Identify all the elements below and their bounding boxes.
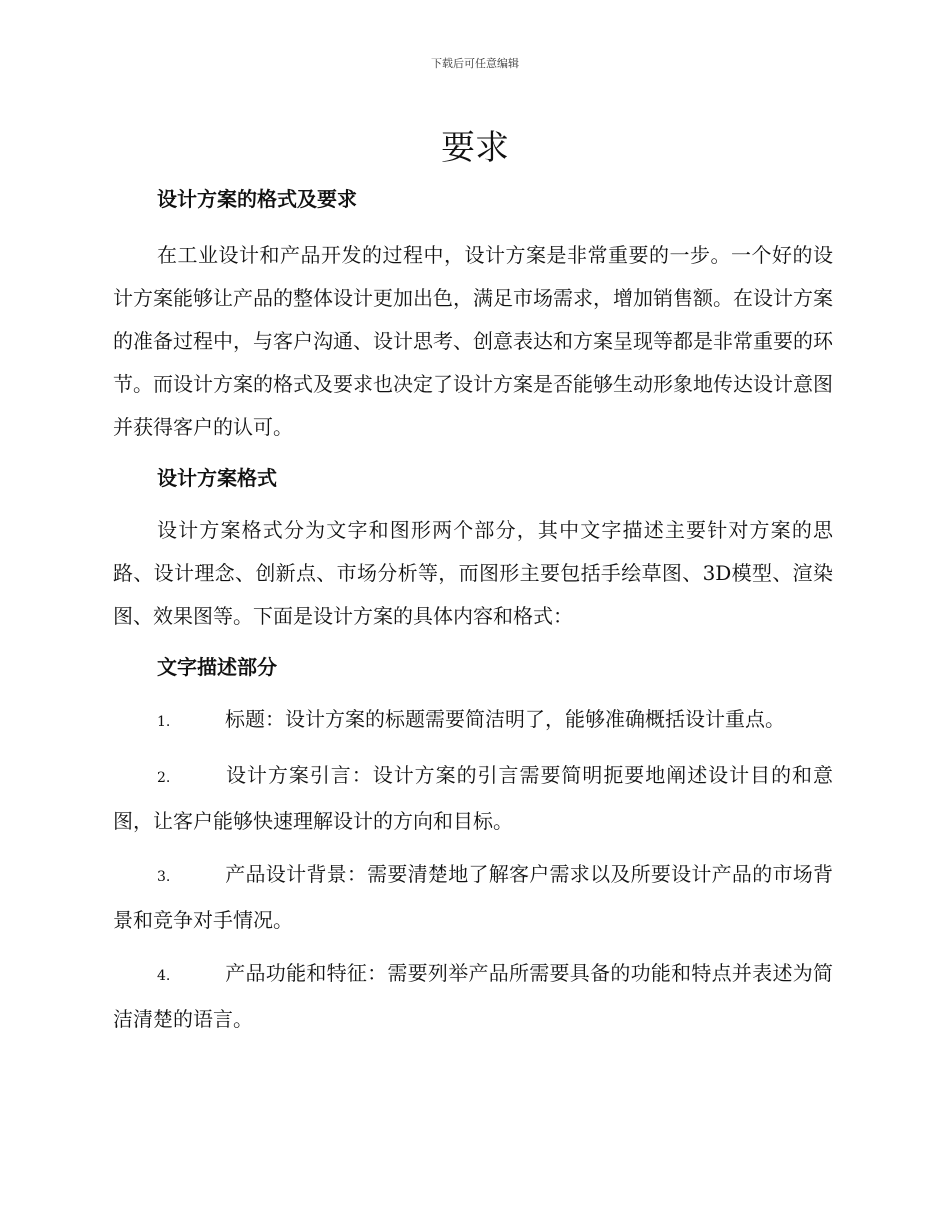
list-item-text: 设计方案引言：设计方案的引言需要简明扼要地阐述设计目的和意图，让客户能够快速理解设计的方向和目标。 <box>113 763 833 833</box>
section-heading-text-description: 文字描述部分 <box>157 655 277 679</box>
section-heading-format: 设计方案格式 <box>157 466 277 490</box>
document-title: 要求 <box>441 128 509 168</box>
paragraph-intro: 在工业设计和产品开发的过程中，设计方案是非常重要的一步。一个好的设计方案能够让产品的整体设计更加出色，满足市场需求，增加销售额。在设计方案的准备过程中，与客户沟通、设计思考、创意表达和方案呈现等都是非常重要的环节。而设计方案的格式及要求也决定了设计方案是否能够生动形象地传达设计意图并获得客户的认可。 <box>113 243 833 439</box>
paragraph-format: 设计方案格式分为文字和图形两个部分，其中文字描述主要针对方案的思路、设计理念、创新点、市场分析等，而图形主要包括手绘草图、3D模型、渲染图、效果图等。下面是设计方案的具体内容和格式： <box>113 518 833 628</box>
list-item-number: 2. <box>157 770 171 786</box>
list-item <box>113 698 833 744</box>
list-item-number: 4. <box>157 968 171 984</box>
list-item-text: 标题：设计方案的标题需要简洁明了，能够准确概括设计重点。 <box>225 707 785 731</box>
list-item <box>113 754 833 843</box>
section-heading-format-requirements: 设计方案的格式及要求 <box>157 187 357 211</box>
document-body <box>113 180 833 1041</box>
header-note: 下载后可任意编辑 <box>431 57 519 70</box>
list-item-number: 3. <box>157 869 171 885</box>
list-item <box>113 853 833 942</box>
list-item-text: 产品设计背景：需要清楚地了解客户需求以及所要设计产品的市场背景和竞争对手情况。 <box>113 862 833 932</box>
list-item <box>113 952 833 1041</box>
list-item-text: 产品功能和特征：需要列举产品所需要具备的功能和特点并表述为简洁清楚的语言。 <box>113 961 833 1031</box>
list-item-number: 1. <box>157 714 171 730</box>
